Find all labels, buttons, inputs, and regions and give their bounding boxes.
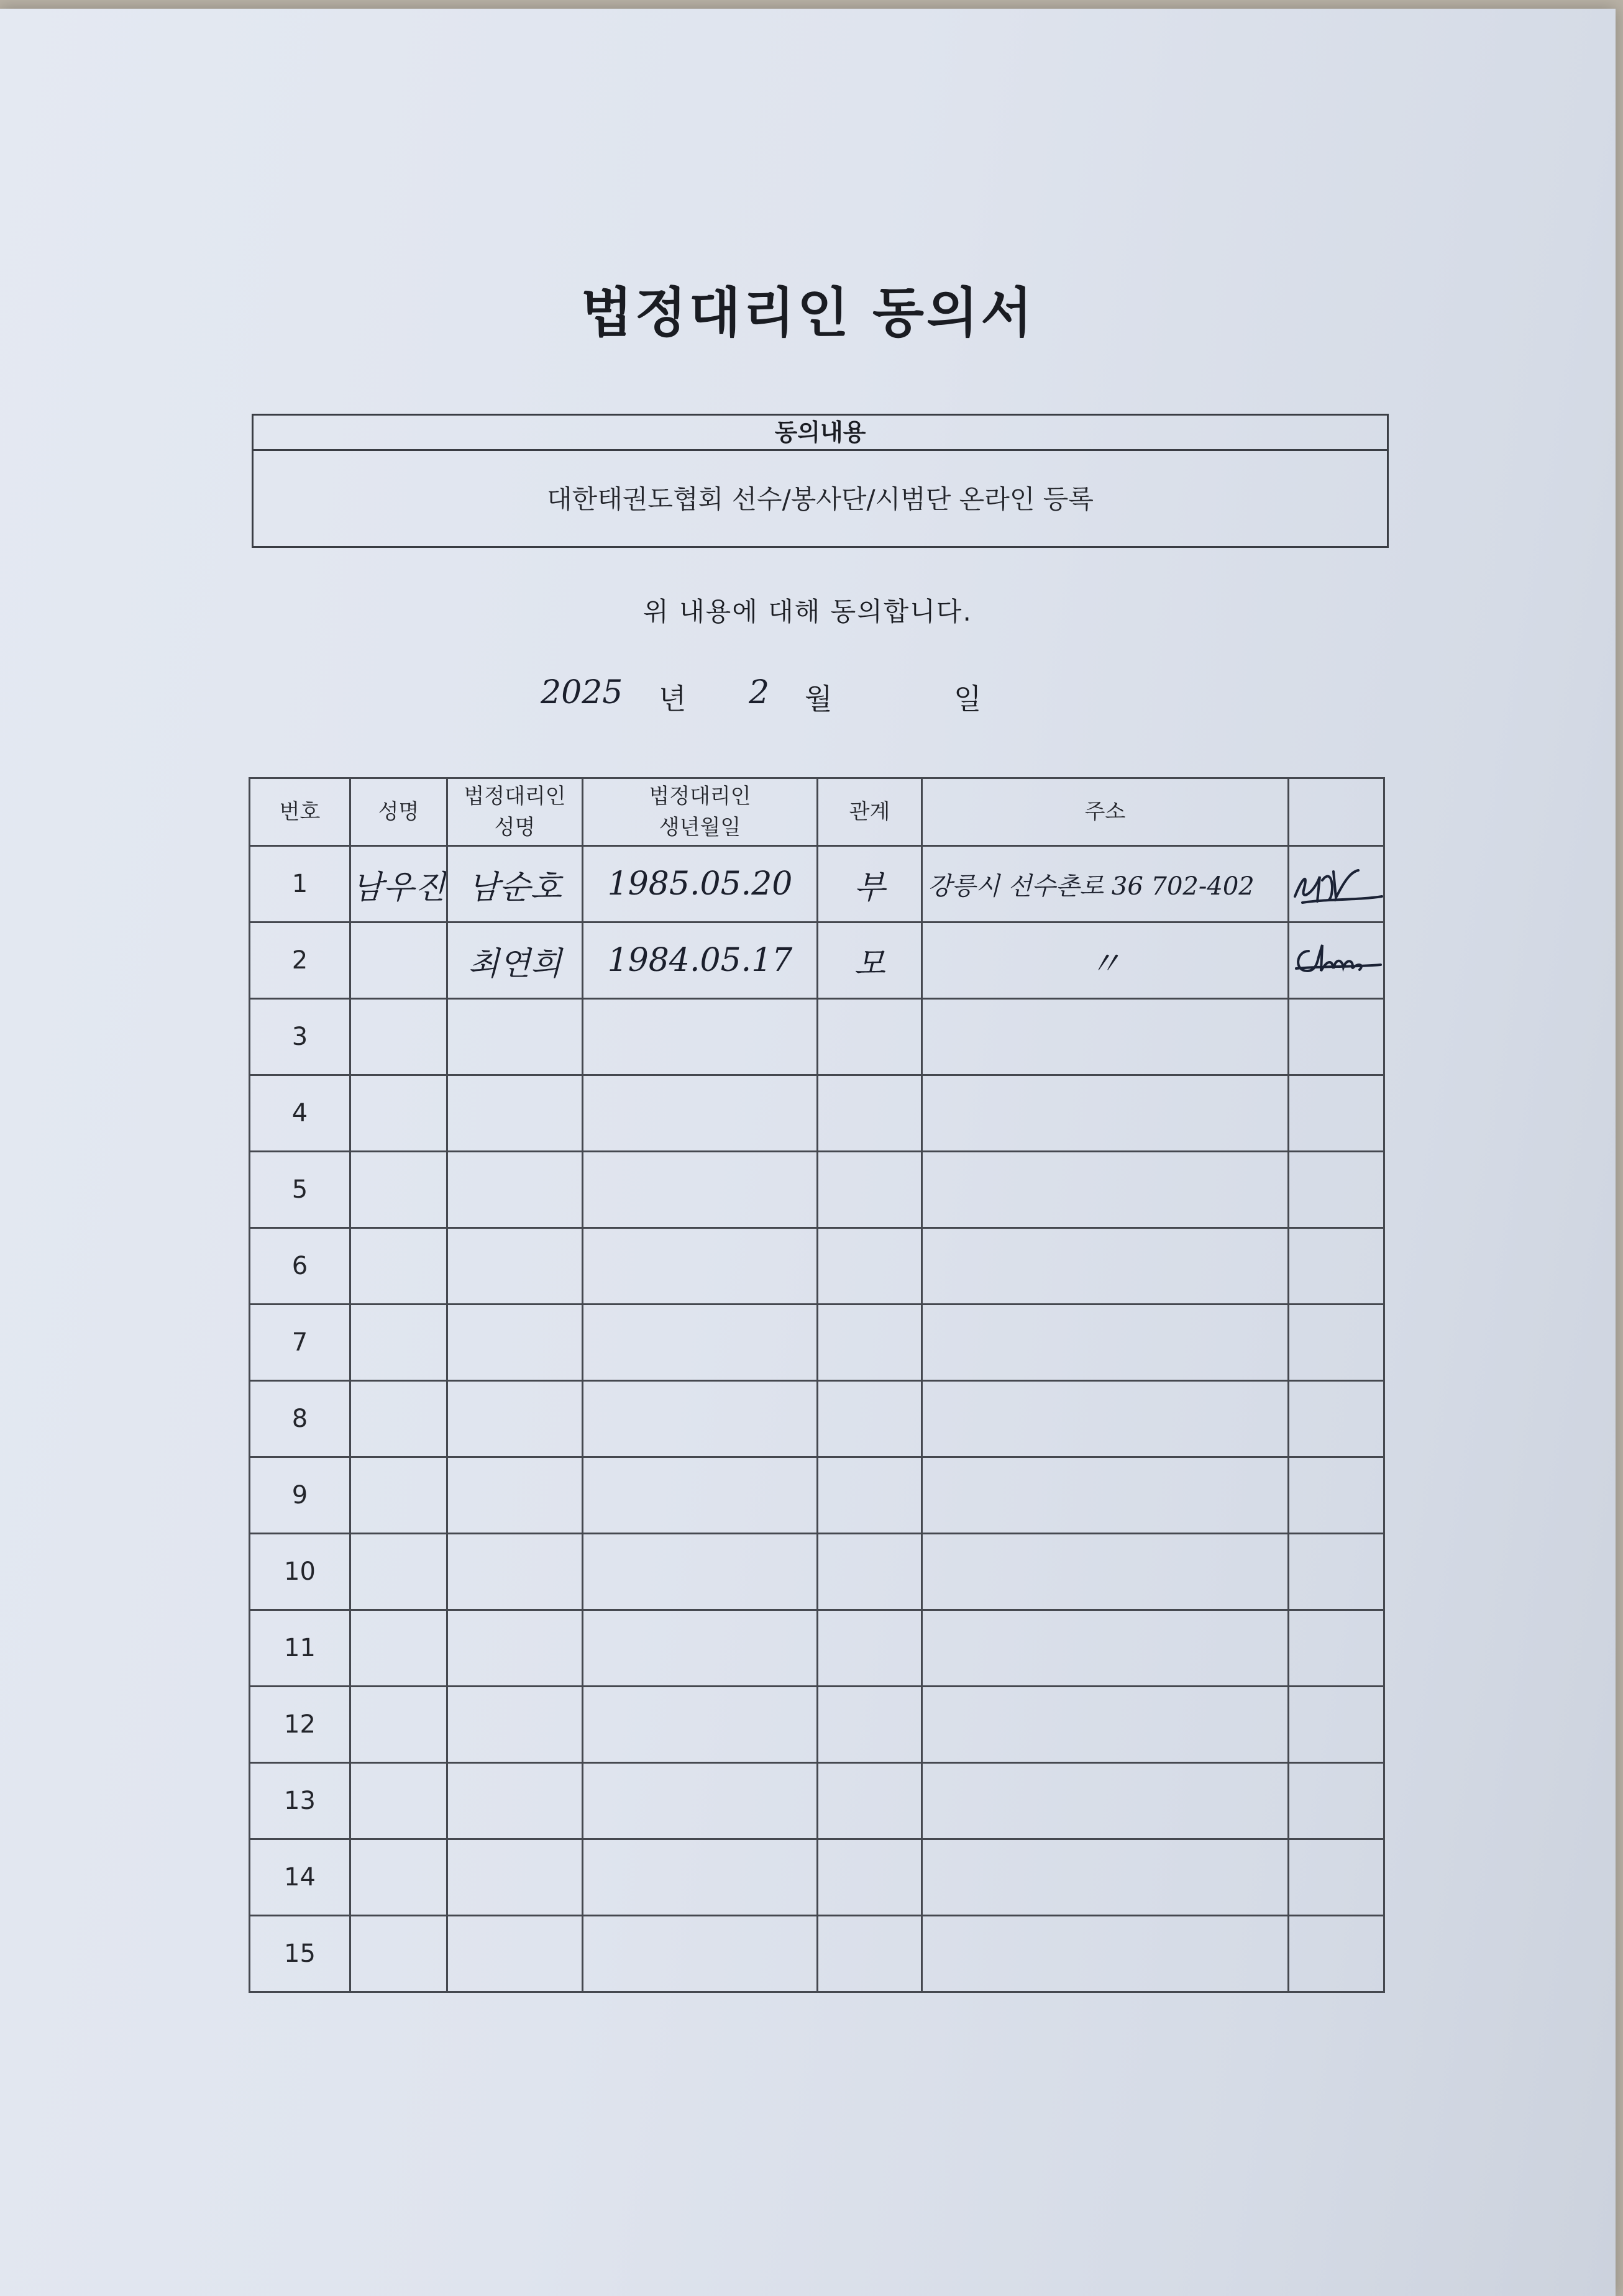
table-row bbox=[250, 922, 1384, 999]
address bbox=[922, 1610, 1289, 1687]
guardian-birthdate bbox=[583, 1075, 818, 1152]
signature-cell bbox=[1289, 1916, 1384, 1992]
student-name bbox=[350, 1687, 447, 1763]
table-row bbox=[250, 1305, 1384, 1381]
table-row bbox=[250, 1534, 1384, 1610]
guardian-name bbox=[447, 1763, 583, 1839]
table-row bbox=[250, 846, 1384, 922]
student-name bbox=[350, 1305, 447, 1381]
table-row bbox=[250, 1916, 1384, 1992]
table-row bbox=[250, 1381, 1384, 1457]
table-row bbox=[250, 1457, 1384, 1534]
address: 〃 bbox=[922, 922, 1289, 999]
table-row bbox=[250, 1152, 1384, 1228]
row-number: 8 bbox=[250, 1381, 350, 1457]
consent-form-sheet bbox=[0, 9, 1616, 2296]
row-number: 9 bbox=[250, 1457, 350, 1534]
document-title: 법정대리인 동의서 bbox=[580, 282, 1035, 344]
row-number: 11 bbox=[250, 1610, 350, 1687]
row-number: 10 bbox=[250, 1534, 350, 1610]
relation bbox=[818, 1687, 922, 1763]
table-row bbox=[250, 1228, 1384, 1305]
student-name bbox=[350, 1534, 447, 1610]
consent-box-content: 대한태권도협회 선수/봉사단/시범단 온라인 등록 bbox=[547, 484, 1094, 514]
relation bbox=[818, 1839, 922, 1916]
handwritten-signature-icon bbox=[1290, 932, 1383, 988]
table-row bbox=[250, 999, 1384, 1075]
student-name bbox=[350, 1381, 447, 1457]
signature-cell bbox=[1289, 1228, 1384, 1305]
guardian-name bbox=[447, 1687, 583, 1763]
relation bbox=[818, 1152, 922, 1228]
relation bbox=[818, 1534, 922, 1610]
guardian-birthdate bbox=[583, 1687, 818, 1763]
address bbox=[922, 999, 1289, 1075]
date-year-value: 2025 bbox=[541, 674, 623, 711]
guardian-name bbox=[447, 1916, 583, 1992]
relation bbox=[818, 1763, 922, 1839]
header-signature bbox=[1289, 778, 1384, 846]
student-name bbox=[350, 1152, 447, 1228]
student-name bbox=[350, 1457, 447, 1534]
address bbox=[922, 1763, 1289, 1839]
student-name bbox=[350, 1916, 447, 1992]
date-year-label: 년 bbox=[659, 682, 687, 716]
table-row bbox=[250, 1075, 1384, 1152]
header-guardian-name: 법정대리인 성명 bbox=[447, 778, 583, 846]
row-number: 13 bbox=[250, 1763, 350, 1839]
signature-cell bbox=[1289, 1305, 1384, 1381]
consent-box-header: 동의내용 bbox=[254, 416, 1387, 451]
signature-cell bbox=[1289, 1610, 1384, 1687]
guardian-name bbox=[447, 1534, 583, 1610]
address bbox=[922, 1534, 1289, 1610]
student-name bbox=[350, 1075, 447, 1152]
guardian-birthdate bbox=[583, 1839, 818, 1916]
guardian-birthdate bbox=[583, 1763, 818, 1839]
signature-cell bbox=[1289, 1381, 1384, 1457]
row-number: 2 bbox=[250, 922, 350, 999]
guardian-name bbox=[447, 1152, 583, 1228]
guardian-name bbox=[447, 1381, 583, 1457]
address bbox=[922, 1839, 1289, 1916]
student-name bbox=[350, 922, 447, 999]
student-name: 남우진 bbox=[350, 846, 447, 922]
guardian-birthdate bbox=[583, 1457, 818, 1534]
signature-cell bbox=[1289, 1534, 1384, 1610]
header-guardian-birthdate: 법정대리인 생년월일 bbox=[583, 778, 818, 846]
signature-cell bbox=[1289, 999, 1384, 1075]
guardian-birthdate: 1985.05.20 bbox=[583, 846, 818, 922]
signature-cell bbox=[1289, 922, 1384, 999]
address bbox=[922, 1305, 1289, 1381]
table-row bbox=[250, 1763, 1384, 1839]
guardian-name bbox=[447, 1228, 583, 1305]
address bbox=[922, 1457, 1289, 1534]
guardian-consent-table bbox=[249, 777, 1385, 1993]
student-name bbox=[350, 1610, 447, 1687]
signature-cell bbox=[1289, 1152, 1384, 1228]
relation: 부 bbox=[818, 846, 922, 922]
signature-cell bbox=[1289, 1457, 1384, 1534]
table-row bbox=[250, 1839, 1384, 1916]
address bbox=[922, 1687, 1289, 1763]
date-line bbox=[0, 676, 1616, 720]
guardian-birthdate bbox=[583, 999, 818, 1075]
row-number: 4 bbox=[250, 1075, 350, 1152]
guardian-birthdate bbox=[583, 1610, 818, 1687]
guardian-birthdate bbox=[583, 1916, 818, 1992]
row-number: 1 bbox=[250, 846, 350, 922]
consent-content-box bbox=[252, 414, 1389, 548]
header-address: 주소 bbox=[922, 778, 1289, 846]
date-day-label: 일 bbox=[954, 682, 982, 716]
guardian-name bbox=[447, 1305, 583, 1381]
handwritten-signature-icon bbox=[1290, 853, 1383, 915]
relation bbox=[818, 999, 922, 1075]
row-number: 14 bbox=[250, 1839, 350, 1916]
address bbox=[922, 1152, 1289, 1228]
address bbox=[922, 1228, 1289, 1305]
row-number: 3 bbox=[250, 999, 350, 1075]
relation bbox=[818, 1457, 922, 1534]
guardian-name: 남순호 bbox=[447, 846, 583, 922]
guardian-birthdate bbox=[583, 1534, 818, 1610]
agreement-statement: 위 내용에 대해 동의합니다. bbox=[643, 596, 972, 627]
guardian-birthdate bbox=[583, 1228, 818, 1305]
row-number: 15 bbox=[250, 1916, 350, 1992]
guardian-birthdate: 1984.05.17 bbox=[583, 922, 818, 999]
guardian-birthdate bbox=[583, 1152, 818, 1228]
relation: 모 bbox=[818, 922, 922, 999]
signature-cell bbox=[1289, 1839, 1384, 1916]
signature-cell bbox=[1289, 1075, 1384, 1152]
student-name bbox=[350, 1763, 447, 1839]
guardian-birthdate bbox=[583, 1305, 818, 1381]
table-row bbox=[250, 1610, 1384, 1687]
guardian-name bbox=[447, 1610, 583, 1687]
address: 강릉시 선수촌로 36 702-402 bbox=[922, 846, 1289, 922]
row-number: 6 bbox=[250, 1228, 350, 1305]
signature-cell bbox=[1289, 1687, 1384, 1763]
address bbox=[922, 1075, 1289, 1152]
signature-cell bbox=[1289, 846, 1384, 922]
date-month-label: 월 bbox=[805, 682, 833, 716]
guardian-name bbox=[447, 999, 583, 1075]
student-name bbox=[350, 1228, 447, 1305]
header-name: 성명 bbox=[350, 778, 447, 846]
student-name bbox=[350, 999, 447, 1075]
row-number: 7 bbox=[250, 1305, 350, 1381]
row-number: 5 bbox=[250, 1152, 350, 1228]
guardian-name: 최연희 bbox=[447, 922, 583, 999]
relation bbox=[818, 1305, 922, 1381]
row-number: 12 bbox=[250, 1687, 350, 1763]
guardian-name bbox=[447, 1457, 583, 1534]
table-header-row bbox=[250, 778, 1384, 846]
header-relation: 관계 bbox=[818, 778, 922, 846]
relation bbox=[818, 1381, 922, 1457]
relation bbox=[818, 1916, 922, 1992]
relation bbox=[818, 1075, 922, 1152]
relation bbox=[818, 1610, 922, 1687]
address bbox=[922, 1916, 1289, 1992]
relation bbox=[818, 1228, 922, 1305]
table-row bbox=[250, 1687, 1384, 1763]
header-number: 번호 bbox=[250, 778, 350, 846]
student-name bbox=[350, 1839, 447, 1916]
guardian-name bbox=[447, 1839, 583, 1916]
guardian-birthdate bbox=[583, 1381, 818, 1457]
date-month-value: 2 bbox=[749, 674, 770, 711]
signature-cell bbox=[1289, 1763, 1384, 1839]
address bbox=[922, 1381, 1289, 1457]
guardian-name bbox=[447, 1075, 583, 1152]
